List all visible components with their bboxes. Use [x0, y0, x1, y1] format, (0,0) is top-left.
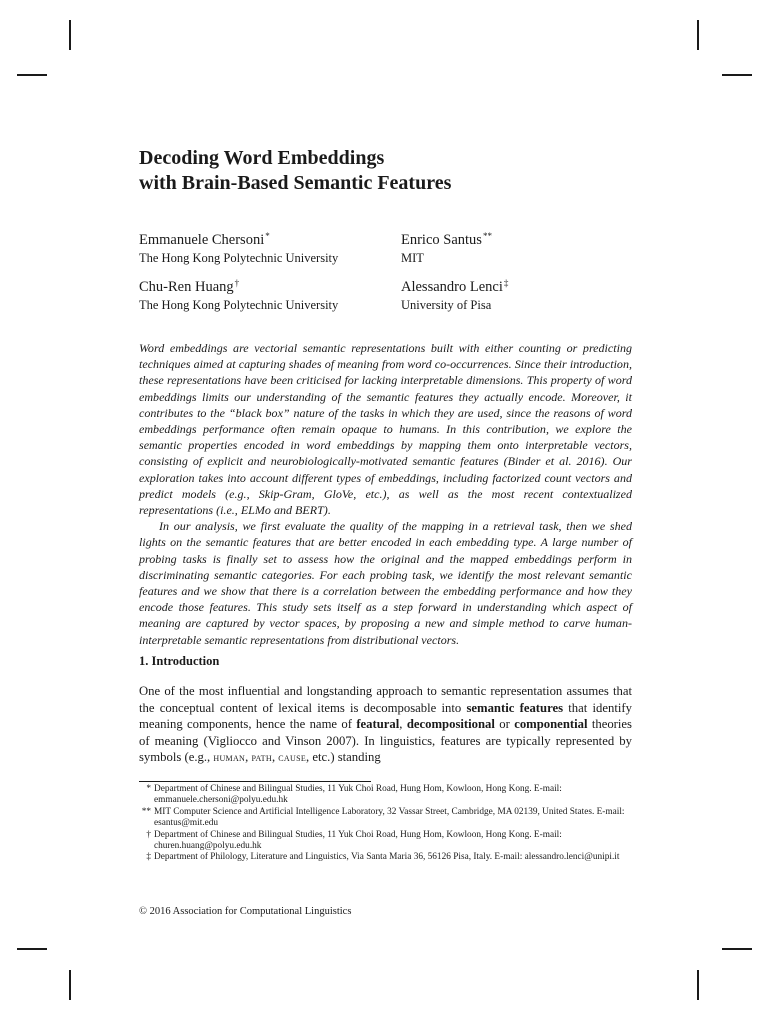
body-text: , — [271, 750, 279, 764]
footnote — [139, 784, 632, 807]
crop-mark — [722, 74, 752, 76]
title-line-1: Decoding Word Embeddings — [139, 147, 385, 169]
crop-mark — [17, 74, 47, 76]
term-bold: componential — [514, 717, 588, 731]
title-line-2: with Brain-Based Semantic Features — [139, 172, 452, 194]
footnote-mark: ‡ — [146, 852, 151, 863]
footnotes — [139, 784, 632, 864]
feature-symbol: cause — [278, 752, 307, 764]
author-name-line — [401, 273, 508, 297]
term-bold: semantic features — [466, 700, 564, 715]
body-text: One of the most influential and longstanding approach to semantic representation assumes that the conceptual content of lexical items is decomposable into — [139, 684, 632, 715]
footnote-mark: ** — [141, 806, 151, 817]
footnote-text: MIT Computer Science and Artificial Intelligence Laboratory, 32 Vassar Street, Cambridge, MA 02139, United States. E-mail: esantus@mit.edu — [154, 806, 625, 829]
footnote-text: Department of Philology, Literature and Linguistics, Via Santa Maria 36, 56126 Pisa, Italy. E-mail: alessandro.lenci@unipi.it — [154, 852, 620, 863]
author-name: Alessandro Lenci — [401, 279, 503, 295]
author-block — [401, 226, 492, 267]
footnote-text: Department of Chinese and Bilingual Studies, 11 Yuk Choi Road, Hung Hom, Kowloon, Hong Kong. E-mail: churen.huang@polyu.edu.hk — [154, 829, 562, 852]
author-name: Chu-Ren Huang — [139, 279, 234, 295]
author-mark: † — [234, 278, 240, 288]
crop-mark — [722, 948, 752, 950]
term-bold: decompositional — [406, 717, 495, 731]
author-mark: ** — [482, 231, 492, 241]
body-text: that identify meaning components, hence the name of — [139, 700, 632, 731]
author-affiliation: The Hong Kong Polytechnic University — [139, 298, 339, 312]
author-mark: * — [265, 231, 270, 241]
body-text: , — [399, 717, 407, 731]
author-affiliation: University of Pisa — [401, 298, 492, 312]
footnote-mark: * — [146, 784, 151, 794]
author-name-line — [139, 273, 338, 297]
body-text: or — [494, 717, 515, 731]
abstract-paragraph: In our analysis, we first evaluate the quality of the mapping in a retrieval task, then we shed lights on the semantic features that are better encoded in each embedding type. A large number of probing tasks is finally set to assess how the original and the mapped embeddings perform in discriminating semantic categories. For each probing task, we identify the most relevant semantic features and we show that there is a correlation between the embedding performance and how they encode those features. This study sets itself as a step forward in understanding which aspect of meaning are captured by vector spaces, by proposing a new and simple method to carve human-interpretable semantic representations from distributional vectors. — [139, 519, 632, 647]
term-bold: featural — [356, 717, 400, 731]
author-name-line — [401, 226, 492, 250]
author-affiliation: MIT — [401, 251, 424, 265]
abstract — [139, 340, 632, 648]
crop-mark — [69, 970, 71, 1000]
body-text: , — [245, 750, 252, 764]
copyright-notice: © 2016 Association for Computational Linguistics — [139, 906, 352, 917]
abstract-paragraph: Word embeddings are vectorial semantic representations built with either counting or predicting techniques aimed at capturing shades of meaning from word co-occurrences. Since their introduction, these representations have been criticised for lacking interpretable dimensions. This property of word embeddings limits our understanding of the semantic features they actually encode. Moreover, it contributes to the “black box” nature of the tasks in which they are used, since the reasons of word embeddings performance often remain opaque to humans. In this contribution, we explore the semantic properties encoded in word embeddings by mapping them onto interpretable vectors, consisting of explicit and neurobiologically-motivated semantic features (Binder et al. 2016). Our exploration takes into account different types of embeddings, including factorized count vectors and predict models (e.g., Skip-Gram, GloVe, etc.), as well as the most recent contextualized representations (i.e., ELMo and BERT). — [139, 341, 632, 518]
crop-mark — [17, 948, 47, 950]
feature-symbol: human — [213, 752, 246, 764]
feature-symbol: path — [251, 752, 272, 764]
footnote-rule — [139, 781, 371, 782]
author-block — [139, 226, 338, 267]
author-mark: ‡ — [503, 278, 509, 288]
author-block — [139, 273, 338, 314]
section-heading: 1. Introduction — [139, 654, 220, 668]
footnote — [139, 852, 632, 863]
body-text: , etc.) standing — [306, 750, 381, 764]
footnote — [139, 830, 632, 853]
footnote-text: Department of Chinese and Bilingual Studies, 11 Yuk Choi Road, Hung Hom, Kowloon, Hong Kong. E-mail: emmanuele.chersoni@polyu.edu.hk — [154, 784, 562, 806]
author-block — [401, 273, 508, 314]
crop-mark — [697, 970, 699, 1000]
author-name-line — [139, 226, 338, 250]
crop-mark — [697, 20, 699, 50]
author-name: Enrico Santus — [401, 232, 482, 248]
body-text: theories of meaning (Vigliocco and Vinson 2007). In linguistics, features are typically represented by symbols (e.g., — [139, 717, 632, 764]
paper-title — [139, 146, 639, 196]
footnote-mark: † — [146, 829, 151, 840]
footnote — [139, 807, 632, 830]
author-name: Emmanuele Chersoni — [139, 232, 265, 248]
author-affiliation: The Hong Kong Polytechnic University — [139, 251, 339, 265]
crop-mark — [69, 20, 71, 50]
body-paragraph — [139, 683, 632, 767]
